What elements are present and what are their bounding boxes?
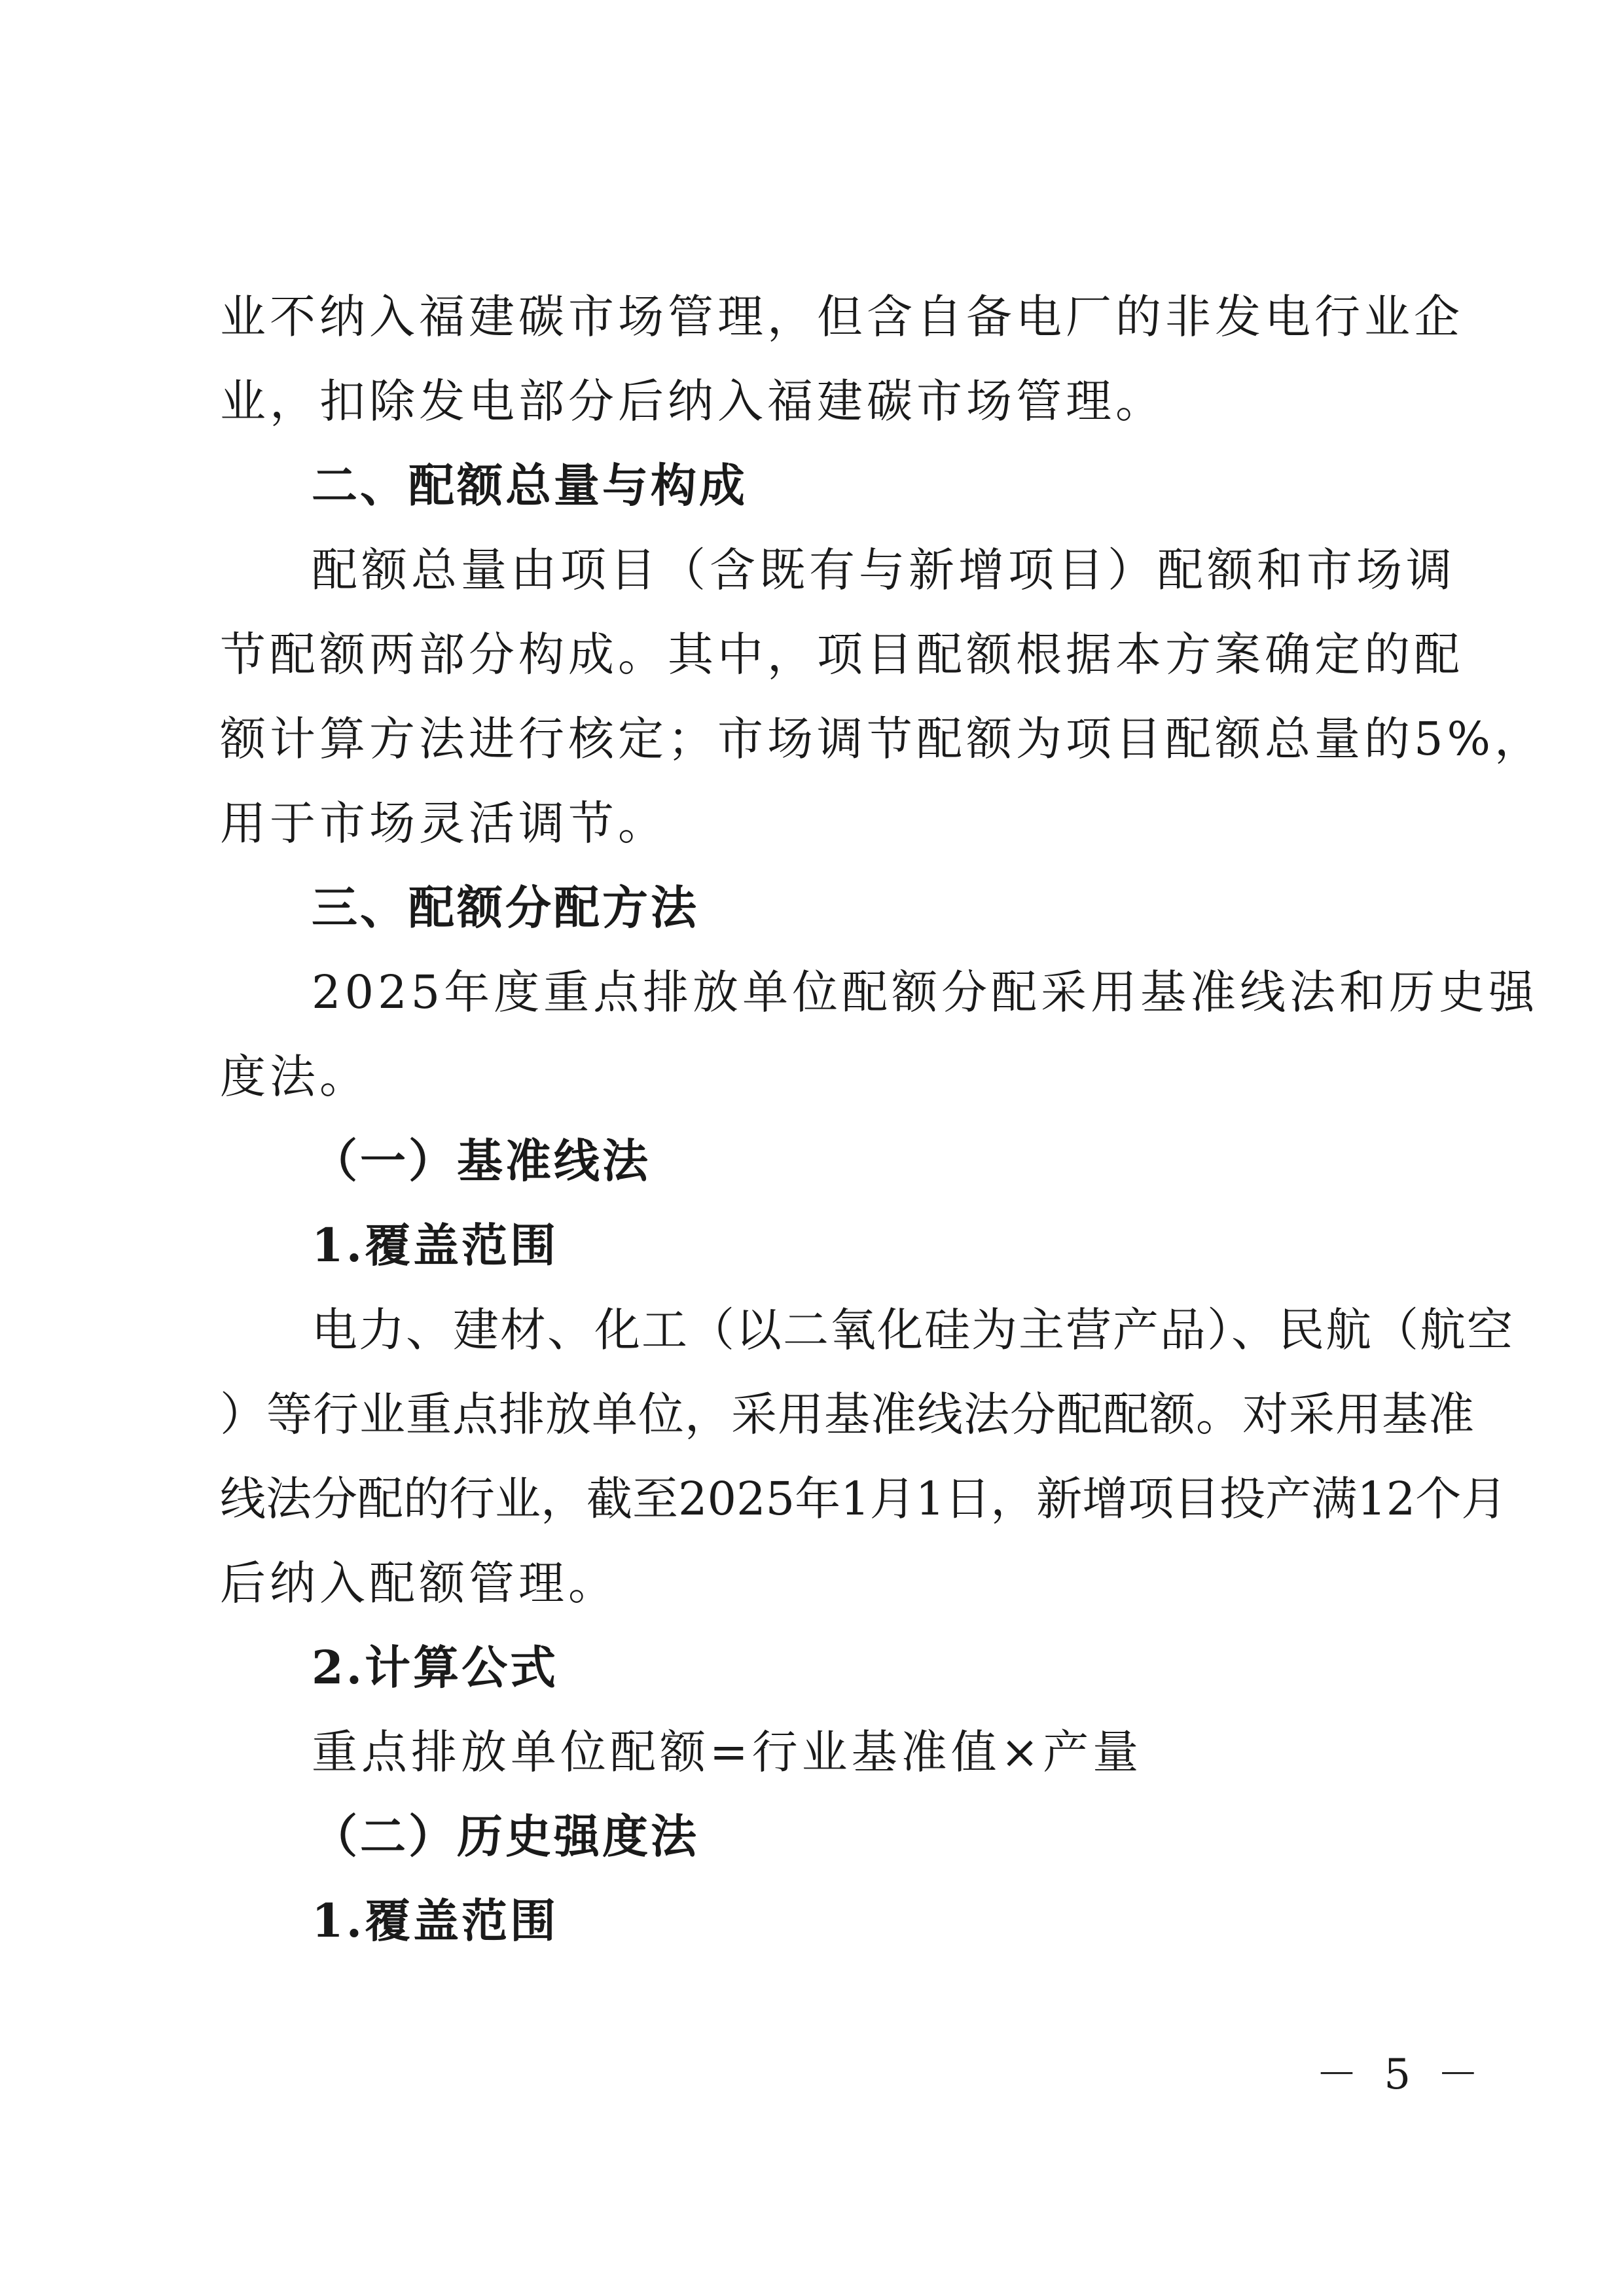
subsection-heading: （一）基准线法 [312, 1134, 651, 1188]
item-heading: 2.计算公式 [312, 1640, 559, 1695]
subsection-heading: （二）历史强度法 [312, 1809, 699, 1863]
body-text-line: 2025年度重点排放单位配额分配采用基准线法和历史强 [312, 965, 1539, 1019]
body-text-line: 电力、建材、化工（以二氧化硅为主营产品）、民航（航空 [312, 1303, 1514, 1357]
body-text-line: 配额总量由项目（含既有与新增项目）配额和市场调 [312, 543, 1456, 597]
body-text-line: 度法。 [220, 1050, 369, 1103]
item-heading: 1.覆盖范围 [312, 1893, 559, 1948]
page-number: － 5 － [1316, 2051, 1486, 2099]
body-text-line: 线法分配的行业，截至2025年1月1日，新增项目投产满12个月 [220, 1472, 1507, 1526]
body-text-line: ）等行业重点排放单位，采用基准线法分配配额。对采用基准 [220, 1388, 1475, 1441]
body-text-line: 后纳入配额管理。 [220, 1556, 618, 1610]
section-heading: 二、配额总量与构成 [312, 459, 748, 512]
section-heading: 三、配额分配方法 [312, 881, 699, 935]
body-text-line: 业，扣除发电部分后纳入福建碳市场管理。 [220, 374, 1165, 428]
body-text-line: 业不纳入福建碳市场管理，但含自备电厂的非发电行业企 [220, 290, 1464, 344]
item-heading: 1.覆盖范围 [312, 1218, 559, 1272]
body-text-line: 用于市场灵活调节。 [220, 797, 668, 850]
formula-text: 重点排放单位配额=行业基准值×产量 [312, 1725, 1143, 1779]
body-text-line: 节配额两部分构成。其中，项目配额根据本方案确定的配 [220, 628, 1464, 681]
body-text-line: 额计算方法进行核定；市场调节配额为项目配额总量的5%， [220, 712, 1545, 766]
